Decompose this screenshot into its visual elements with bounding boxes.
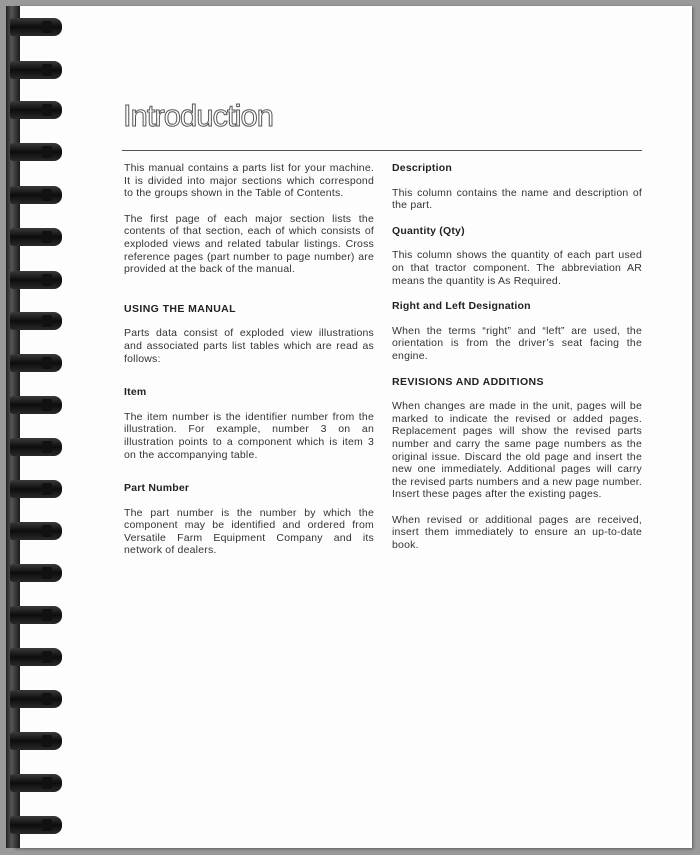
- revised-pages-paragraph: When revised or additional pages are received, insert them immediately to ensure an up-to-date book.: [392, 513, 642, 552]
- binding-ring: [10, 228, 62, 246]
- sections-paragraph: The first page of each major section lists the contents of that section, each of which consists of exploded views and related tabular listings. Cross reference pages (part number to page number) are provided at the back of the manual.: [124, 212, 374, 276]
- binding-ring: [10, 522, 62, 540]
- left-column: [124, 162, 374, 570]
- binding-ring: [10, 648, 62, 666]
- quantity-paragraph: This column shows the quantity of each part used on that tractor component. The abbreviation AR means the quantity is As Required.: [392, 249, 642, 287]
- description-paragraph: This column contains the name and description of the part.: [392, 186, 642, 212]
- binding-spine: [6, 6, 20, 848]
- description-heading: Description: [392, 162, 452, 174]
- binding-ring: [10, 606, 62, 624]
- binding-ring: [10, 61, 62, 79]
- revisions-heading: REVISIONS AND ADDITIONS: [392, 375, 544, 388]
- item-heading: Item: [124, 386, 147, 399]
- binding-ring: [10, 732, 62, 750]
- binding-ring: [10, 312, 62, 330]
- binding-ring: [10, 816, 62, 834]
- binding-ring: [10, 480, 62, 498]
- comb-binding: [6, 6, 46, 848]
- part-number-paragraph: The part number is the number by which the component may be identified and ordered from Versatile Farm Equipment Company and its network of dealers.: [124, 506, 374, 557]
- binding-ring: [10, 438, 62, 456]
- quantity-heading: Quantity (Qty): [392, 224, 465, 237]
- page-title: Introduction: [123, 98, 273, 133]
- revisions-paragraph: When changes are made in the unit, pages will be marked to indicate the revised or added pages. Replacement pages will show the revised parts number and carry the same page numbers as the original issue. Discard the old page and insert the new one immediately. Additional pages will carry the revised parts numbers and a new page number. Insert these pages after the existing pages.: [392, 400, 642, 501]
- title-rule: [122, 150, 642, 151]
- using-manual-heading: USING THE MANUAL: [124, 302, 236, 315]
- using-manual-paragraph: Parts data consist of exploded view illustrations and associated parts list tables which are read as follows:: [124, 327, 374, 365]
- right-left-heading: Right and Left Designation: [392, 300, 531, 313]
- binding-ring: [10, 396, 62, 414]
- binding-ring: [10, 564, 62, 582]
- binding-ring: [10, 690, 62, 708]
- right-left-paragraph: When the terms “right” and “left” are used, the orientation is from the driver’s seat facing the engine.: [392, 324, 642, 362]
- binding-ring: [10, 271, 62, 289]
- binding-ring: [10, 101, 62, 119]
- part-number-heading: Part Number: [124, 482, 190, 495]
- binding-ring: [10, 143, 62, 161]
- binding-ring: [10, 18, 62, 36]
- binding-ring: [10, 186, 62, 204]
- item-paragraph: The item number is the identifier number from the illustration. For example, number 3 on an illustration points to a component which is item 3 on the accompanying table.: [124, 410, 374, 461]
- binding-ring: [10, 774, 62, 792]
- binding-ring: [10, 354, 62, 372]
- right-column: [392, 162, 642, 565]
- intro-paragraph: This manual contains a parts list for your machine. It is divided into major sections which correspond to the groups shown in the Table of Contents.: [124, 162, 374, 200]
